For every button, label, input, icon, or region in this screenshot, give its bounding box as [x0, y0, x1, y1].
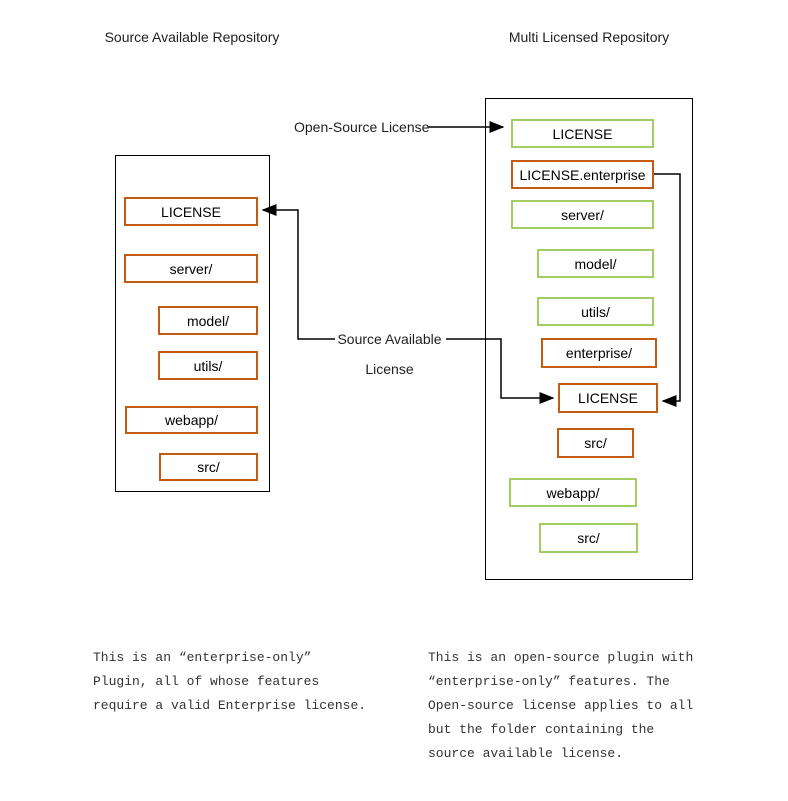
- right-node-model: model/: [537, 249, 654, 278]
- left-node-model: model/: [158, 306, 258, 335]
- source-available-license-label-line1: Source Available: [337, 331, 442, 347]
- note-line: source available license.: [428, 746, 624, 761]
- left-repo-note: [93, 646, 366, 718]
- note-line: Plugin, all of whose features: [93, 674, 320, 689]
- left-repo-title: Source Available Repository: [104, 29, 280, 45]
- left-node-src: src/: [159, 453, 258, 481]
- right-node-enterprise-dir: enterprise/: [541, 338, 657, 368]
- right-node-license-enterprise-file: LICENSE.enterprise: [511, 160, 654, 189]
- left-node-license: LICENSE: [124, 197, 258, 226]
- right-repo-title: Multi Licensed Repository: [508, 29, 670, 45]
- left-node-webapp: webapp/: [125, 406, 258, 434]
- right-node-webapp: webapp/: [509, 478, 637, 507]
- source-available-to-left-license-arrow: [263, 210, 335, 339]
- note-line: “enterprise-only” features. The: [428, 674, 670, 689]
- source-available-license-label-line2: License: [365, 361, 414, 377]
- note-line: Open-source license applies to all: [428, 698, 694, 713]
- right-repo-note: [428, 646, 693, 766]
- note-line: require a valid Enterprise license.: [93, 698, 367, 713]
- note-line: This is an open-source plugin with: [428, 650, 694, 665]
- note-line: This is an “enterprise-only”: [93, 650, 312, 665]
- note-line: but the folder containing the: [428, 722, 655, 737]
- left-node-server: server/: [124, 254, 258, 283]
- right-node-license-source-available: LICENSE: [558, 383, 658, 413]
- right-node-license-open: LICENSE: [511, 119, 654, 148]
- right-node-src-enterprise: src/: [557, 428, 634, 458]
- right-node-server: server/: [511, 200, 654, 229]
- right-node-utils: utils/: [537, 297, 654, 326]
- right-node-src: src/: [539, 523, 638, 553]
- left-node-utils: utils/: [158, 351, 258, 380]
- open-source-license-label: Open-Source License: [294, 119, 430, 135]
